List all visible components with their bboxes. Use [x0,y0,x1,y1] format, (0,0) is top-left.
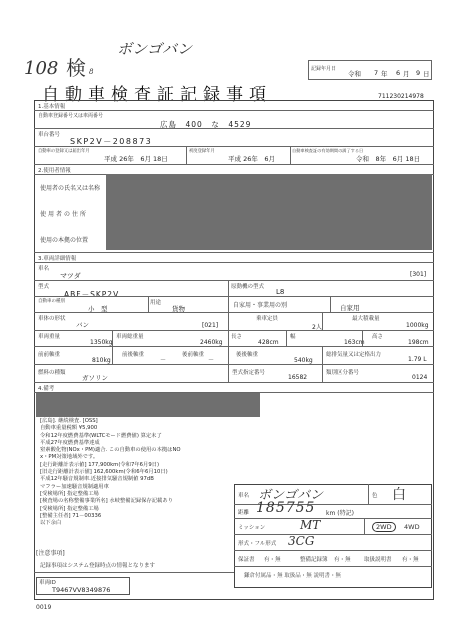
remark-line: 窒素酸化物(NOx・PM)適合. この自動車の使用の本拠はNO [40,447,181,454]
divider [34,110,434,111]
card-type-value: 3CG [288,534,315,548]
divider [330,296,331,312]
divider [34,262,434,263]
issue-date-day-unit: 日 [423,70,430,78]
car-id-value: T9467VV8349876 [52,586,111,594]
private-value: 自家用 [340,304,360,312]
height-label: 高さ [372,334,384,340]
card-color-label: 色 [372,493,378,499]
handwritten-kanji-sub: 8 [89,68,94,76]
maxload-value: 1000kg [406,322,429,329]
remark-line: 平成27年度燃費基準達成 [40,439,100,446]
issue-date-month: 6 [396,69,401,77]
divider [34,280,434,281]
card-drive-2wd: 2WD [372,522,396,532]
rf-axle-label: 後前軸重 [182,352,205,358]
section-3-heading: 3.車両詳細情報 [38,256,77,262]
gross-value: 2460kg [200,339,223,346]
first-year-label: 初度登録年月 [189,149,215,154]
cert-label: 型式指定番号 [232,370,266,376]
car-id-label: 車両ID [39,580,56,586]
reg-number-label: 自動車登録番号又は車両番号 [38,113,104,119]
width-value: 163cm [344,339,365,346]
divider [228,346,229,364]
category-value: 0124 [412,374,428,381]
expiry-value: 令和 8年 6月 18日 [356,155,421,163]
issue-date-year: 7 [374,69,379,77]
chassis-label: 車台番号 [38,132,61,138]
model-label: 型式 [38,284,50,290]
divider [34,346,434,347]
redacted-user-info [106,174,432,250]
reg-number-value: 広島 400 な 4529 [160,120,252,129]
card-mileage-unit: km (特記) [326,510,354,517]
capacity-value: 2人 [312,324,322,331]
divider [362,330,363,346]
fuel-value: ガソリン [82,374,108,382]
divider [234,566,432,567]
category-label: 類別区分番号 [326,370,360,376]
displacement-label: 総排気量又は定格出力 [326,352,382,358]
divider [34,296,434,297]
remark-line: [整備主任者] 71－00336 [40,512,102,519]
section-4-heading: 4.備考 [38,386,55,392]
fuel-label: 燃料の種類 [38,370,66,376]
divider [34,252,434,253]
divider [322,312,323,330]
remark-line: [受検場所] 指定整備工場 [40,505,99,512]
remark-line: 令和12年度燃費基準(WLTCモード燃費値) 算定未了 [40,432,162,439]
length-label: 長さ [231,334,243,340]
maxload-label: 最大積載量 [352,316,380,322]
divider [228,296,229,312]
remark-line: 以下余白 [40,520,62,527]
first-reg-label: 自動車の登録又は届出年月 [38,149,90,154]
divider [286,330,287,346]
divider [112,346,113,364]
card-car-value: ボンゴバン [258,488,324,503]
card-car-label: 車名 [238,493,250,499]
divider [228,330,229,346]
divider [34,164,434,165]
body-value: バン [76,321,89,329]
kind-value: 小 型 [88,305,108,313]
card-warranty-value: 有・無 [264,557,281,563]
divider [234,518,432,519]
issue-date-month-unit: 月 [403,70,410,78]
engine-label: 原動機の型式 [231,284,265,290]
page-number: 0019 [36,604,52,611]
card-trans-label: ミッション [238,525,266,531]
remark-line: 自動車重量税額 ¥5,900 [40,425,98,432]
remark-line: [検査場の名称整備事業所名] 水岐整備記録保存記載あり [40,498,173,505]
remarks-list [40,418,240,527]
divider [228,312,229,330]
divider [228,364,229,382]
document-title: 自動車検査証記録事項 [42,85,272,105]
remark-line: [受検場所] 指定整備工場 [40,490,99,497]
card-drive-4wd: 4WD [404,523,420,531]
user-name-label: 使用者の氏名又は名称 [40,185,101,192]
card-color-value: 白 [392,487,406,503]
first-reg-value: 平成 26年 6月 18日 [104,155,168,163]
user-address-label: 使用者の住所 [40,211,89,218]
card-trans-value: MT [300,518,321,532]
divider [34,312,434,313]
divider [290,146,291,164]
maker-label: 車名 [38,266,50,272]
card-footer: 鎌倉付属品・無 取扱品・無 説明書・無 [244,573,341,579]
maker-value: マツダ [60,272,81,280]
card-label-label: 取扱説明書 [364,557,392,563]
section-2-heading: 2.使用者情報 [38,168,71,174]
expiry-label: 自動車検査証の有効期間の満了する日 [292,148,364,153]
issue-date-era: 令和 [348,70,361,78]
divider [34,330,434,331]
chassis-value: SKP2V－208873 [70,137,153,146]
divider [228,280,229,296]
fr-axle-value: － [160,357,167,364]
divider [34,572,234,573]
capacity-label: 乗車定員 [256,316,279,322]
fr-axle-label: 前後軸重 [122,352,145,358]
length-value: 428cm [258,339,279,346]
divider [34,382,434,383]
weight-label: 車両重量 [38,334,61,340]
divider [34,364,434,365]
rr-axle-label: 後後軸重 [236,352,259,358]
divider [112,330,113,346]
remark-line: [旧走行距離計表示値] 162,600km(令和6年6月10日) [40,469,168,476]
divider [322,346,323,364]
section-1-heading: 1.基本情報 [38,104,66,110]
use-label: 用途 [150,300,162,306]
divider [34,146,434,147]
kind-label: 自動車の種別 [38,299,65,304]
handwritten-doc-no: 108 [24,58,59,79]
handwritten-vehicle-name: ボンゴバン [117,40,193,58]
divider [234,534,432,535]
body-code: [021] [202,322,219,329]
gross-label: 車両総重量 [116,334,144,340]
ff-axle-label: 前前軸重 [38,352,61,358]
remark-line: マフラー加速騒音規制適用車 [40,483,109,490]
redacted-remarks [36,393,260,417]
divider [148,296,149,312]
divider [364,518,365,534]
private-label: 自家用・事業用の別 [233,302,288,309]
first-year-value: 平成 26年 6月 [228,155,275,163]
card-mileage-value: 185755 [256,500,316,516]
card-record-value: 有・無 [334,557,351,563]
card-mileage-label: 距離 [238,510,250,516]
ff-axle-value: 810kg [92,357,111,364]
card-record-label: 整備記録簿 [300,557,328,563]
usage-base-label: 使用の本拠の位置 [40,237,89,244]
issue-date-day: 9 [416,69,421,77]
remark-line: x・PM対策地域外です。 [40,454,99,461]
card-label-value: 有・無 [402,557,419,563]
rr-axle-value: 540kg [294,357,313,364]
handwritten-kanji: 検 [66,56,86,80]
divider [322,364,323,382]
width-label: 幅 [290,334,296,340]
card-warranty-label: 保証書 [238,557,255,563]
remark-line: 平成12年騒音規制車.近接排気騒音規制値 97dB [40,476,154,483]
rf-axle-value: － [208,357,215,364]
notice-heading: [注意事項] [36,550,65,557]
remark-line: [広島]. 継続検査. [OSS] [40,418,98,424]
divider [368,484,369,504]
divider [234,550,432,551]
weight-value: 1350kg [90,339,113,346]
document-code: 711230214978 [378,93,424,100]
issue-date-year-unit: 年 [381,70,388,78]
use-value: 貨物 [172,305,185,313]
engine-value: L8 [276,288,285,296]
divider [34,128,434,129]
body-label: 車体の形状 [38,316,66,322]
remark-line: [走行距離計表示値] 177,900km(令和7年6月9日) [40,461,160,468]
height-value: 198cm [408,339,429,346]
cert-value: 16582 [288,374,308,381]
card-type-label: 形式・フル形式 [238,541,277,547]
model-value: ABF－SKP2V [64,290,120,299]
issue-date-label: 記録年月日 [311,66,337,72]
displacement-value: 1.79 L [408,356,427,363]
divider [186,146,187,164]
maker-code: [301] [410,271,427,278]
notice-text: 記録事項はシステム登録時点の情報となります [40,563,155,569]
